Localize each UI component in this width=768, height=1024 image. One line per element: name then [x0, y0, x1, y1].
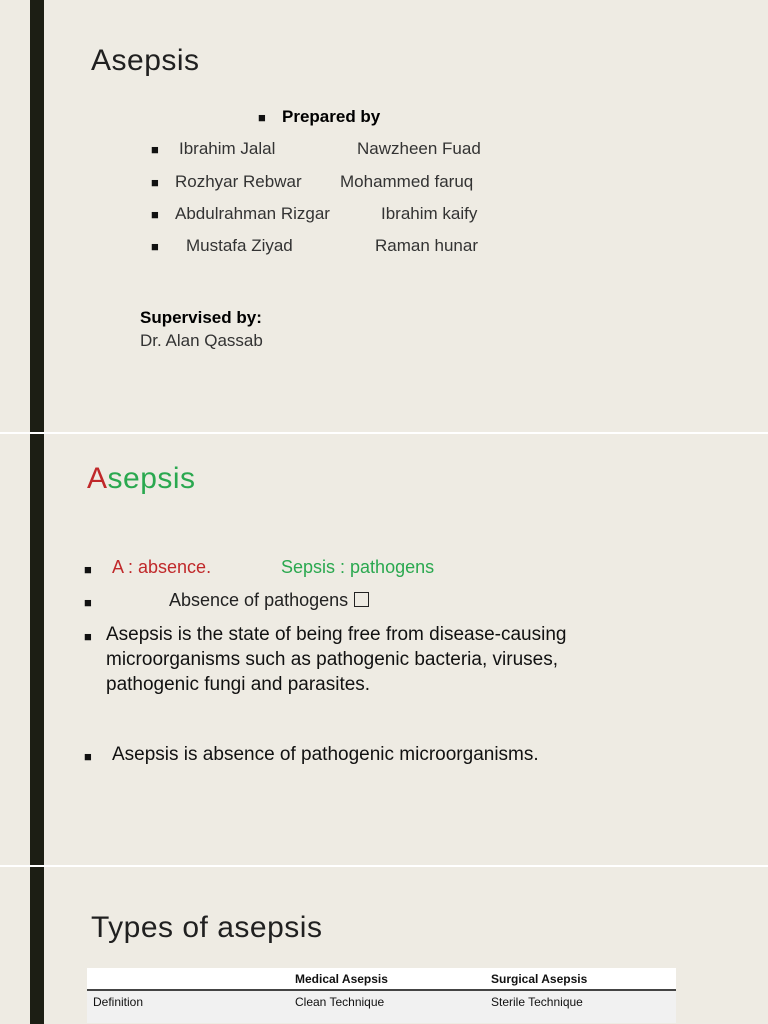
table-header-cell [87, 968, 289, 990]
asepsis-definition-line-1: Asepsis is the state of being free from disease-causing [106, 624, 567, 645]
table-cell: Sterile Technique [485, 990, 676, 1013]
absence-of-pathogens [169, 590, 369, 611]
bullet-icon: ■ [84, 749, 92, 764]
slide-2 [0, 434, 768, 865]
table-cell [289, 1013, 485, 1023]
accent-bar [30, 434, 44, 865]
slide-title: Types of asepsis [91, 911, 323, 944]
asepsis-definition-line-2: microorganisms such as pathogenic bacteria, viruses, [106, 649, 558, 670]
member-name: Ibrahim kaify [381, 204, 478, 223]
asepsis-definition-line-3: pathogenic fungi and parasites. [106, 674, 371, 695]
asepsis-types-table [87, 968, 676, 1023]
supervisor-name: Dr. Alan Qassab [140, 331, 263, 350]
prepared-by-label: Prepared by [282, 107, 381, 126]
sepsis-definition: Sepsis : pathogens [281, 557, 435, 577]
table-header-cell: Medical Asepsis [289, 968, 485, 990]
table-cell [87, 1013, 289, 1023]
member-name: Rozhyar Rebwar [175, 172, 302, 191]
title-rest: sepsis [107, 462, 196, 495]
asepsis-summary: Asepsis is absence of pathogenic microorganisms. [112, 744, 539, 765]
bullet-icon: ■ [151, 207, 159, 222]
title-first-letter: A [87, 462, 108, 495]
bullet-icon: ■ [258, 110, 266, 125]
table-cell: Definition [87, 990, 289, 1013]
bullet-icon: ■ [151, 175, 159, 190]
accent-bar [30, 0, 44, 432]
bullet-icon: ■ [151, 239, 159, 254]
bullet-icon: ■ [84, 595, 92, 610]
member-name: Ibrahim Jalal [179, 139, 276, 158]
accent-bar [30, 867, 44, 1024]
table-cell: Clean Technique [289, 990, 485, 1013]
table-header-cell: Surgical Asepsis [485, 968, 676, 990]
bullet-icon: ■ [84, 562, 92, 577]
table-row [87, 990, 676, 1013]
checkbox-icon [354, 592, 369, 607]
slide-title: Asepsis [91, 44, 200, 77]
table-cell [485, 1013, 676, 1023]
absence-of-pathogens-text: Absence of pathogens [169, 590, 349, 610]
member-name: Mohammed faruq [340, 172, 474, 191]
slide-1 [0, 0, 768, 432]
table-row [87, 1013, 676, 1023]
bullet-icon: ■ [151, 142, 159, 157]
table-header-row [87, 968, 676, 990]
member-name: Mustafa Ziyad [186, 236, 293, 255]
member-name: Abdulrahman Rizgar [175, 204, 330, 223]
absence-definition: A : absence. [112, 557, 212, 577]
bullet-icon: ■ [84, 629, 92, 644]
member-name: Raman hunar [375, 236, 479, 255]
member-name: Nawzheen Fuad [357, 139, 481, 158]
slide-3 [0, 867, 768, 1024]
supervised-by-label: Supervised by: [140, 308, 262, 327]
slide-title [87, 462, 196, 496]
